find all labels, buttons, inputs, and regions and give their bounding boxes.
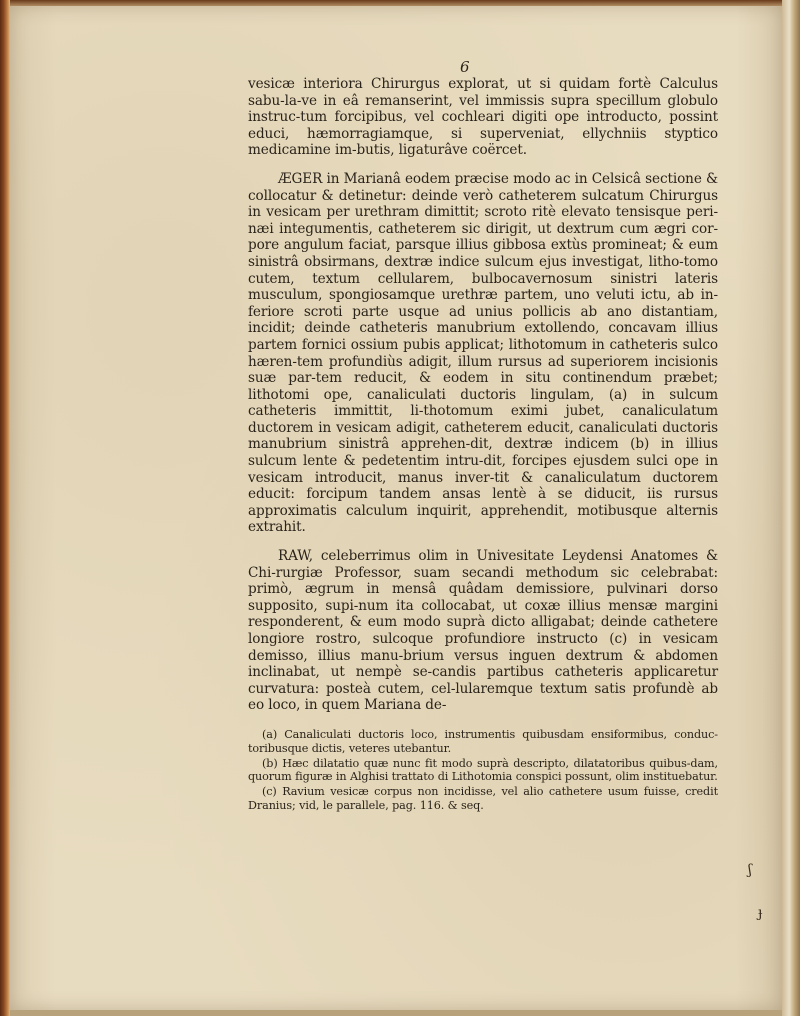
footnote-c: (c) Ravium vesicæ corpus non incidisse, vel alio cathetere usum fuisse, credit Dranius; vid, le parallele, pag. 116. & seq. <box>248 785 718 812</box>
paragraph-1: vesicæ interiora Chirurgus explorat, ut si quidam fortè Calculus sabu-la-ve in eâ remanserint, vel immissis supra specillum globulo instruc-tum forcipibus, vel cochleari digiti ope introducto, possint educi, hæmorragiamque, si superveniat, ellychniis styptico medicamine im-butis, ligaturâve coërcet. <box>248 76 718 159</box>
main-text <box>248 58 718 814</box>
ink-mark: ʃ <box>748 862 752 878</box>
paragraph-3: RAW, celeberrimus olim in Univesitate Leydensi Anatomes & Chi-rurgiæ Professor, suam secandi methodum sic celebrabat: primò, ægrum in mensâ quâdam demissiore, pulvinari dorso supposito, supi-num ita collocabat, ut coxæ illius mensæ margini responderent, & eum modo suprà dicto alligabat; deinde cathetere longiore rostro, sulcoque profundiore instructo (c) in vesicam demisso, illius manu-brium versus inguen dextrum & abdomen inclinabat, ut nempè se-candis partibus catheteris applicaretur curvatura: posteà cutem, cel-lularemque textum satis profundè ab eo loco, in quem Mariana de- <box>248 548 718 714</box>
footnote-a: (a) Canaliculati ductoris loco, instrumentis quibusdam ensiformibus, conduc-toribusque dictis, veteres utebantur. <box>248 727 718 755</box>
ink-mark: ɟ <box>758 905 763 921</box>
page-fore-edge <box>782 0 800 1016</box>
page-number: 6 <box>460 58 470 76</box>
book-spine-edge <box>0 0 10 1016</box>
footnote-b: (b) Hæc dilatatio quæ nunc fit modo suprà descripto, dilatatoribus quibus-dam, quorum figuræ in Alghisi trattato di Lithotomia conspici possunt, olim instituebatur. <box>248 756 718 784</box>
paragraph-2: ÆGER in Marianâ eodem præcise modo ac in Celsicâ sectione & collocatur & detinetur: deinde verò catheterem sulcatum Chirurgus in vesicam per urethram dimittit; scroto ritè elevato tensisque peri-næi integumentis, catheterem sic dirigit, ut dextrum cum ægri cor-pore angulum faciat, parsque illius gibbosa extùs promineat; & eum sinistrâ obsirmans, dextræ indice sulcum ejus investigat, litho-tomo cutem, textum cellularem, bulbocavernosum sinistri lateris musculum, spongiosamque urethræ partem, uno veluti ictu, ab in-feriore scroti parte usque ad unius pollicis ab ano distantiam, incidit; deinde catheteris manubrium extollendo, concavam illius partem fornici ossium pubis applicat; lithotomum in catheteris sulco hæren-tem profundiùs adigit, illum rursus ad superiorem incisionis suæ par-tem reducit, & eodem in situ continendum præbet; lithotomi ope, canaliculati ductoris lingulam, (a) in sulcum catheteris immittit, li-thotomum eximi jubet, canaliculatum ductorem in vesicam adigit, catheterem educit, canaliculati ductoris manubrium sinistrâ apprehen-dit, dextræ indicem (b) in illius sulcum lente & pedetentim intru-dit, forcipes ejusdem sulci ope in vesicam introducit, manus inver-tit & canaliculatum ductorem educit: forcipum tandem ansas lentè à se diducit, iis rursus approximatis calculum inquirit, apprehendit, motibusque alternis extrahit. <box>248 170 718 536</box>
footnotes <box>248 728 718 813</box>
